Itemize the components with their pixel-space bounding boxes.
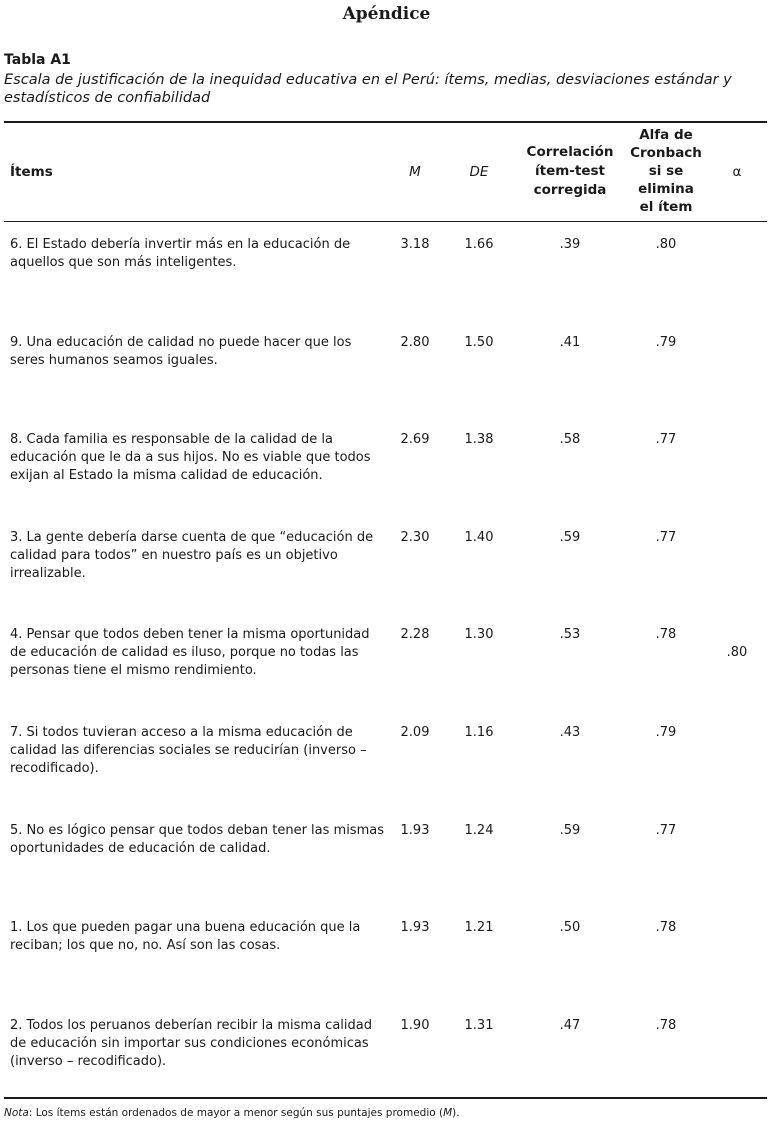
note-m: M bbox=[443, 1107, 453, 1119]
sd-value: 1.16 bbox=[464, 725, 494, 740]
mean-value: 2.28 bbox=[400, 627, 430, 643]
mean-value: 2.30 bbox=[400, 529, 430, 545]
correlation-value: .53 bbox=[559, 627, 581, 643]
sd-value: 1.30 bbox=[464, 627, 494, 643]
header-alfa-line: Cronbach bbox=[630, 145, 702, 161]
correlation-value: .59 bbox=[559, 822, 581, 838]
correlation-value: .58 bbox=[559, 432, 581, 448]
item-text: 5. No es lógico pensar que todos deban tener las mismas oportunidades de educación de calidad. bbox=[10, 822, 384, 856]
sd-value: 1.38 bbox=[464, 432, 494, 448]
correlation-value: .39 bbox=[559, 237, 581, 252]
header-m: M bbox=[409, 164, 421, 180]
mean-value: 2.69 bbox=[400, 432, 430, 448]
table-row bbox=[0, 334, 773, 431]
mean-value: 3.18 bbox=[400, 237, 430, 252]
item-text: 1. Los que pueden pagar una buena educación que la reciban; los que no, no. Así son las cosas. bbox=[10, 920, 361, 954]
header-alfa-line: Alfa de bbox=[639, 127, 693, 143]
table-row bbox=[0, 529, 773, 626]
header-correlation-line: corregida bbox=[533, 182, 607, 198]
table-row bbox=[0, 822, 773, 919]
alfa-if-deleted-value: .77 bbox=[655, 432, 677, 448]
item-text: 3. La gente debería darse cuenta de que “educación de calidad para todos” en nuestro país es un objetivo irrealizable. bbox=[10, 529, 374, 581]
alfa-if-deleted-value: .79 bbox=[655, 334, 677, 350]
header-correlation-line: Correlación bbox=[526, 144, 614, 160]
header-alfa-line: si se bbox=[648, 163, 684, 179]
alfa-if-deleted-value: .78 bbox=[655, 1017, 677, 1033]
sd-value: 1.24 bbox=[464, 822, 494, 838]
alfa-if-deleted-value: .78 bbox=[655, 627, 677, 643]
header-alpha: α bbox=[732, 164, 742, 180]
item-text: 8. Cada familia es responsable de la calidad de la educación que le da a sus hijos. No es viable que todos exijan al Estado la misma calidad de educación. bbox=[10, 432, 371, 484]
header-correlation-line: ítem-test bbox=[534, 163, 605, 179]
sd-value: 1.31 bbox=[464, 1017, 494, 1033]
table-row bbox=[0, 1017, 773, 1114]
item-text: 7. Si todos tuvieran acceso a la misma educación de calidad las diferencias sociales se reducirían (inverso – recodificado). bbox=[10, 725, 367, 776]
alfa-if-deleted-value: .79 bbox=[655, 725, 677, 740]
header-items: Ítems bbox=[10, 164, 53, 180]
note-label: Nota bbox=[4, 1107, 29, 1119]
item-text: 2. Todos los peruanos deberían recibir la misma calidad de educación sin importar sus condiciones económicas (inverso – recodificado). bbox=[10, 1017, 372, 1069]
sd-value: 1.50 bbox=[464, 334, 494, 350]
table-row bbox=[0, 236, 773, 333]
header-alfa-cronbach bbox=[616, 126, 716, 216]
note-text: : Los ítems están ordenados de mayor a menor según sus puntajes promedio ( bbox=[28, 1107, 444, 1119]
header-alfa-line: el ítem bbox=[639, 199, 693, 215]
correlation-value: .41 bbox=[559, 334, 581, 350]
mean-value: 1.93 bbox=[400, 920, 430, 936]
alfa-if-deleted-value: .80 bbox=[655, 237, 677, 252]
alfa-if-deleted-value: .77 bbox=[655, 529, 677, 545]
table-row bbox=[0, 626, 773, 723]
table-row bbox=[0, 919, 773, 1016]
table-top-rule bbox=[4, 121, 767, 123]
sd-value: 1.21 bbox=[464, 920, 494, 936]
table-note bbox=[4, 1107, 460, 1119]
mean-value: 2.09 bbox=[400, 725, 430, 740]
alfa-if-deleted-value: .78 bbox=[655, 920, 677, 936]
table-bottom-rule bbox=[4, 1097, 767, 1099]
correlation-value: .43 bbox=[559, 725, 581, 740]
note-text-end: ). bbox=[452, 1107, 460, 1119]
table-caption: Escala de justificación de la inequidad educativa en el Perú: ítems, medias, desviaciones estándar y estadísticos de confiabilidad bbox=[4, 72, 732, 106]
mean-value: 1.90 bbox=[400, 1017, 430, 1033]
item-text: 9. Una educación de calidad no puede hacer que los seres humanos seamos iguales. bbox=[10, 334, 352, 368]
alpha-value: .80 bbox=[726, 645, 748, 660]
sd-value: 1.66 bbox=[464, 237, 494, 252]
header-bottom-rule bbox=[4, 221, 767, 222]
table-row bbox=[0, 724, 773, 821]
header-alfa-line: elimina bbox=[638, 181, 694, 197]
correlation-value: .59 bbox=[559, 529, 581, 545]
correlation-value: .47 bbox=[559, 1017, 581, 1033]
mean-value: 2.80 bbox=[400, 334, 430, 350]
mean-value: 1.93 bbox=[400, 822, 430, 838]
item-text: 6. El Estado debería invertir más en la educación de aquellos que son más inteligentes. bbox=[10, 237, 351, 270]
item-text: 4. Pensar que todos deben tener la misma oportunidad de educación de calidad es iluso, porque no todas las personas tiene el mismo rendimiento. bbox=[10, 627, 370, 679]
header-de: DE bbox=[469, 164, 489, 180]
alfa-if-deleted-value: .77 bbox=[655, 822, 677, 838]
header-correlation bbox=[520, 143, 620, 200]
sd-value: 1.40 bbox=[464, 529, 494, 545]
table-row bbox=[0, 431, 773, 528]
correlation-value: .50 bbox=[559, 920, 581, 936]
table-label: Tabla A1 bbox=[4, 52, 71, 68]
page-title: Apéndice bbox=[342, 4, 431, 24]
